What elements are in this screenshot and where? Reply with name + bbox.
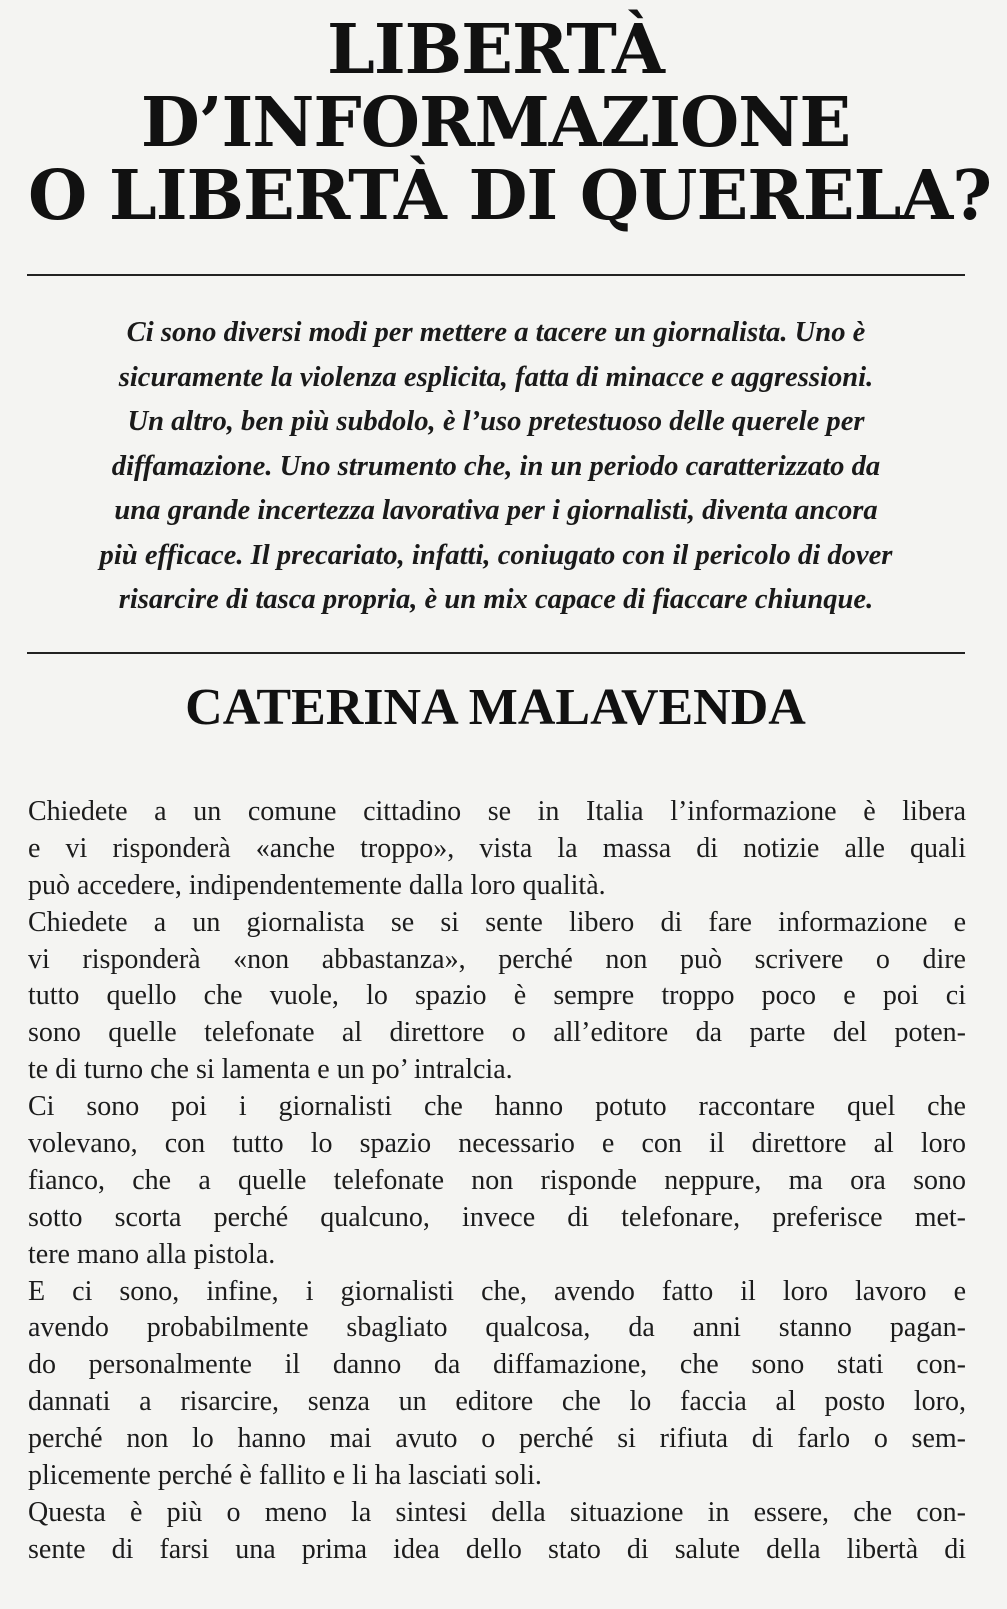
bottom-divider [27, 652, 965, 654]
body-line: sotto scorta perché qualcuno, invece di telefonare, preferisce met- [28, 1201, 966, 1233]
lede-line: sicuramente la violenza esplicita, fatta di minacce e aggressioni. [118, 361, 874, 393]
body-line: può accedere, indipendentemente dalla loro qualità. [28, 869, 606, 901]
top-divider [27, 274, 965, 276]
lede-line: risarcire di tasca propria, è un mix capace di fiaccare chiunque. [118, 584, 874, 615]
body-line: plicemente perché è fallito e li ha lasciati soli. [28, 1460, 542, 1492]
lede-line: diffamazione. Uno strumento che, in un periodo caratterizzato da [111, 450, 881, 482]
article-lede [40, 311, 952, 623]
body-line: tutto quello che vuole, lo spazio è sempre troppo poco e poi ci [28, 980, 966, 1012]
title-line-1: LIBERTÀ [327, 10, 664, 90]
body-line: vi risponderà «non abbastanza», perché non può scrivere o dire [28, 943, 966, 975]
body-line: perché non lo hanno mai avuto o perché si rifiuta di farlo o sem- [28, 1423, 966, 1455]
body-line: volevano, con tutto lo spazio necessario e con il direttore al loro [28, 1128, 966, 1160]
body-line: Chiedete a un comune cittadino se in Italia l’informazione è libera [28, 796, 966, 827]
lede-line: Un altro, ben più subdolo, è l’uso pretestuoso delle querele per [127, 406, 865, 437]
body-line: avendo probabilmente sbagliato qualcosa, da anni stanno pagan- [28, 1312, 966, 1344]
body-line: E ci sono, infine, i giornalisti che, avendo fatto il loro lavoro e [28, 1275, 966, 1307]
article-title [28, 10, 992, 236]
body-line: dannati a risarcire, senza un editore che lo faccia al posto loro, [28, 1386, 966, 1418]
body-line: tere mano alla pistola. [28, 1238, 276, 1270]
body-line: do personalmente il danno da diffamazione, che sono stati con- [28, 1349, 966, 1381]
body-line: te di turno che si lamenta e un po’ intralcia. [28, 1054, 513, 1086]
body-line: e vi risponderà «anche troppo», vista la massa di notizie alle quali [28, 832, 966, 864]
body-line: Questa è più o meno la sintesi della situazione in essere, che con- [28, 1496, 966, 1528]
lede-line: più efficace. Il precariato, infatti, coniugato con il pericolo di dover [99, 539, 893, 571]
lede-line: una grande incertezza lavorativa per i giornalisti, diventa ancora [114, 495, 878, 526]
author-name: CATERINA MALAVENDA [185, 679, 806, 736]
body-line: fianco, che a quelle telefonate non risponde neppure, ma ora sono [28, 1164, 966, 1196]
body-line: sente di farsi una prima idea dello stato di salute della libertà di [28, 1533, 966, 1565]
title-line-3: O LIBERTÀ DI QUERELA? [28, 156, 992, 236]
body-line: Chiedete a un giornalista se si sente libero di fare informazione e [28, 906, 966, 938]
body-line: Ci sono poi i giornalisti che hanno potuto raccontare quel che [28, 1091, 966, 1123]
article-body [28, 794, 966, 1569]
body-line: sono quelle telefonate al direttore o all’editore da parte del poten- [28, 1017, 966, 1049]
title-line-2: D’INFORMAZIONE [140, 83, 851, 163]
lede-line: Ci sono diversi modi per mettere a tacere un giornalista. Uno è [126, 317, 866, 348]
